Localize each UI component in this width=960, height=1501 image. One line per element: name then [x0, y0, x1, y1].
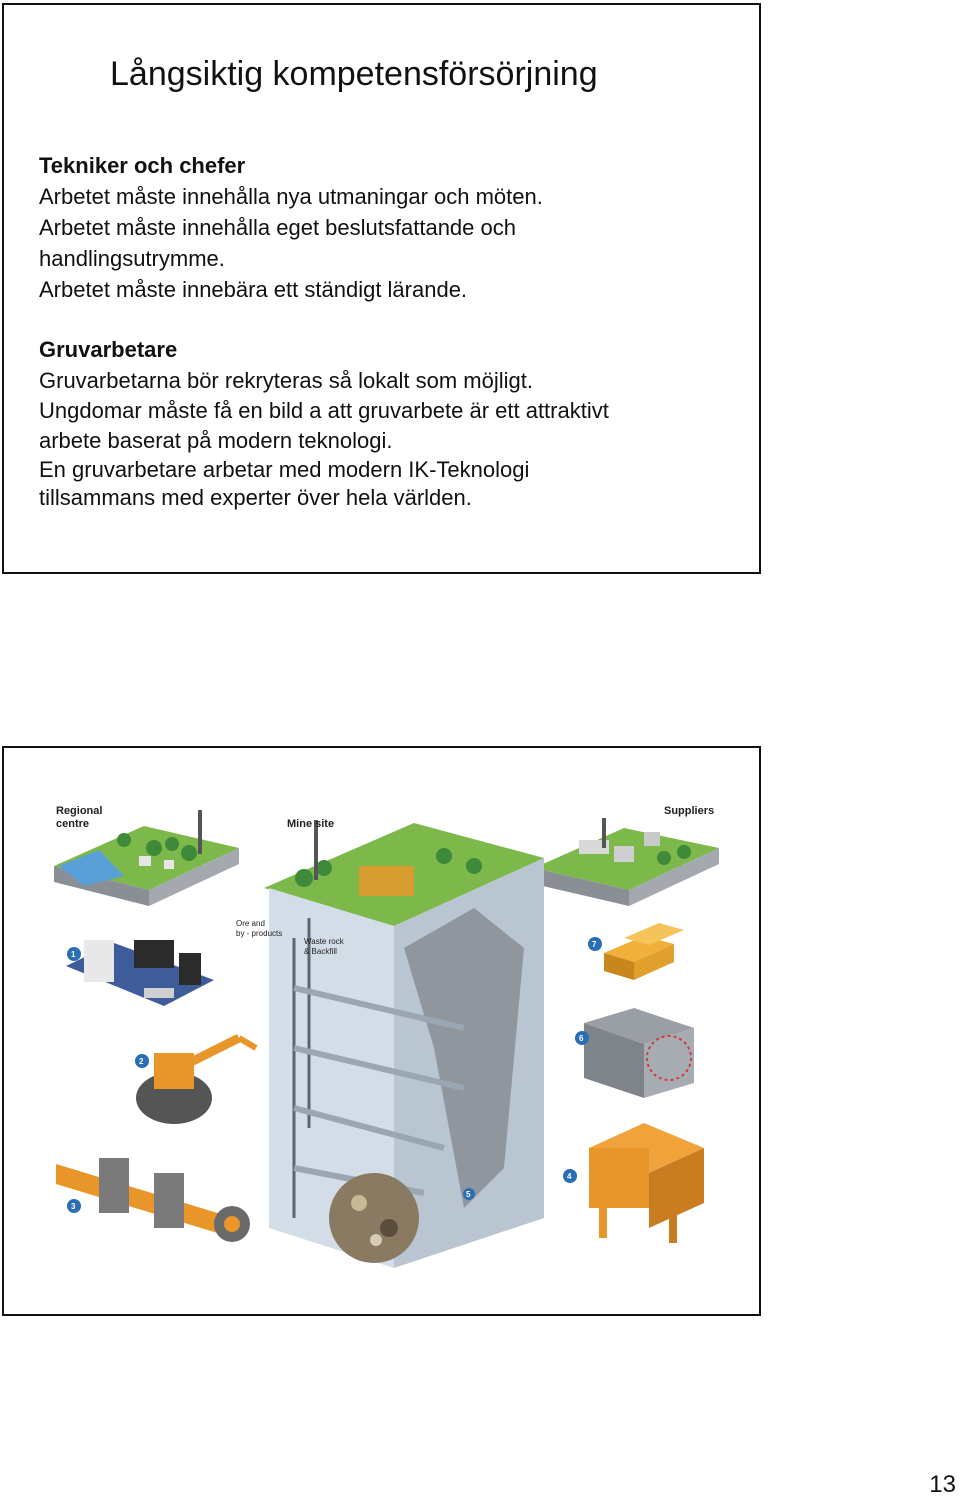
text-line: Ungdomar måste få en bild a att gruvarbete är ett attraktivt	[39, 398, 609, 423]
svg-text:3: 3	[71, 1202, 76, 1211]
control-room	[66, 940, 214, 1006]
label-backfill: & Backfill	[304, 947, 337, 956]
label-suppliers: Suppliers	[664, 805, 715, 817]
text-line: Arbetet måste innehålla nya utmaningar och möten.	[39, 184, 543, 209]
label-by-products: by - products	[236, 929, 283, 938]
label-mine-site: Mine site	[287, 818, 335, 830]
sorting-machine	[589, 1123, 704, 1243]
text-line: Arbetet måste innebära ett ständigt lärande.	[39, 277, 468, 302]
section-heading-tekniker: Tekniker och chefer	[39, 153, 246, 178]
label-ore: Ore and	[236, 919, 265, 928]
text-line: arbete baserat på modern teknologi.	[39, 428, 393, 453]
label-centre: centre	[56, 818, 90, 830]
text-line: tillsammans med experter över hela världen.	[39, 485, 472, 510]
number-badge-4	[563, 1169, 577, 1183]
svg-text:4: 4	[567, 1172, 572, 1181]
svg-text:7: 7	[592, 940, 597, 949]
section-heading-gruvarbetare: Gruvarbetare	[39, 337, 178, 362]
text-line: handlingsutrymme.	[39, 246, 225, 271]
svg-text:5: 5	[466, 1190, 471, 1199]
slide-1	[2, 3, 761, 574]
number-badge-1	[67, 947, 81, 961]
slide-title: Långsiktig kompetensförsörjning	[110, 55, 598, 93]
gold-bars	[604, 923, 684, 980]
label-regional: Regional	[56, 805, 103, 817]
mine-block	[264, 820, 544, 1268]
slide-content	[39, 151, 754, 512]
mining-illustration	[4, 748, 759, 1314]
suppliers-island	[534, 818, 719, 906]
svg-text:1: 1	[71, 950, 76, 959]
crusher-conveyor	[56, 1158, 250, 1242]
number-badge-5	[463, 1188, 475, 1200]
text-line: Gruvarbetarna bör rekryteras så lokalt som möjligt.	[39, 368, 533, 393]
page-number: 13	[929, 1471, 956, 1498]
robot-arm-machine	[136, 1038, 256, 1124]
text-line: Arbetet måste innehålla eget beslutsfattande och	[39, 215, 516, 240]
svg-text:6: 6	[579, 1034, 584, 1043]
svg-text:2: 2	[139, 1057, 144, 1066]
number-badge-3	[67, 1199, 81, 1213]
rock-cube	[584, 1008, 694, 1098]
label-waste: Waste rock	[304, 937, 344, 946]
number-badge-7	[588, 937, 602, 951]
number-badge-6	[575, 1031, 589, 1045]
text-line: En gruvarbetare arbetar med modern IK-Teknologi	[39, 457, 530, 482]
slide-2	[2, 746, 761, 1316]
number-badge-2	[135, 1054, 149, 1068]
